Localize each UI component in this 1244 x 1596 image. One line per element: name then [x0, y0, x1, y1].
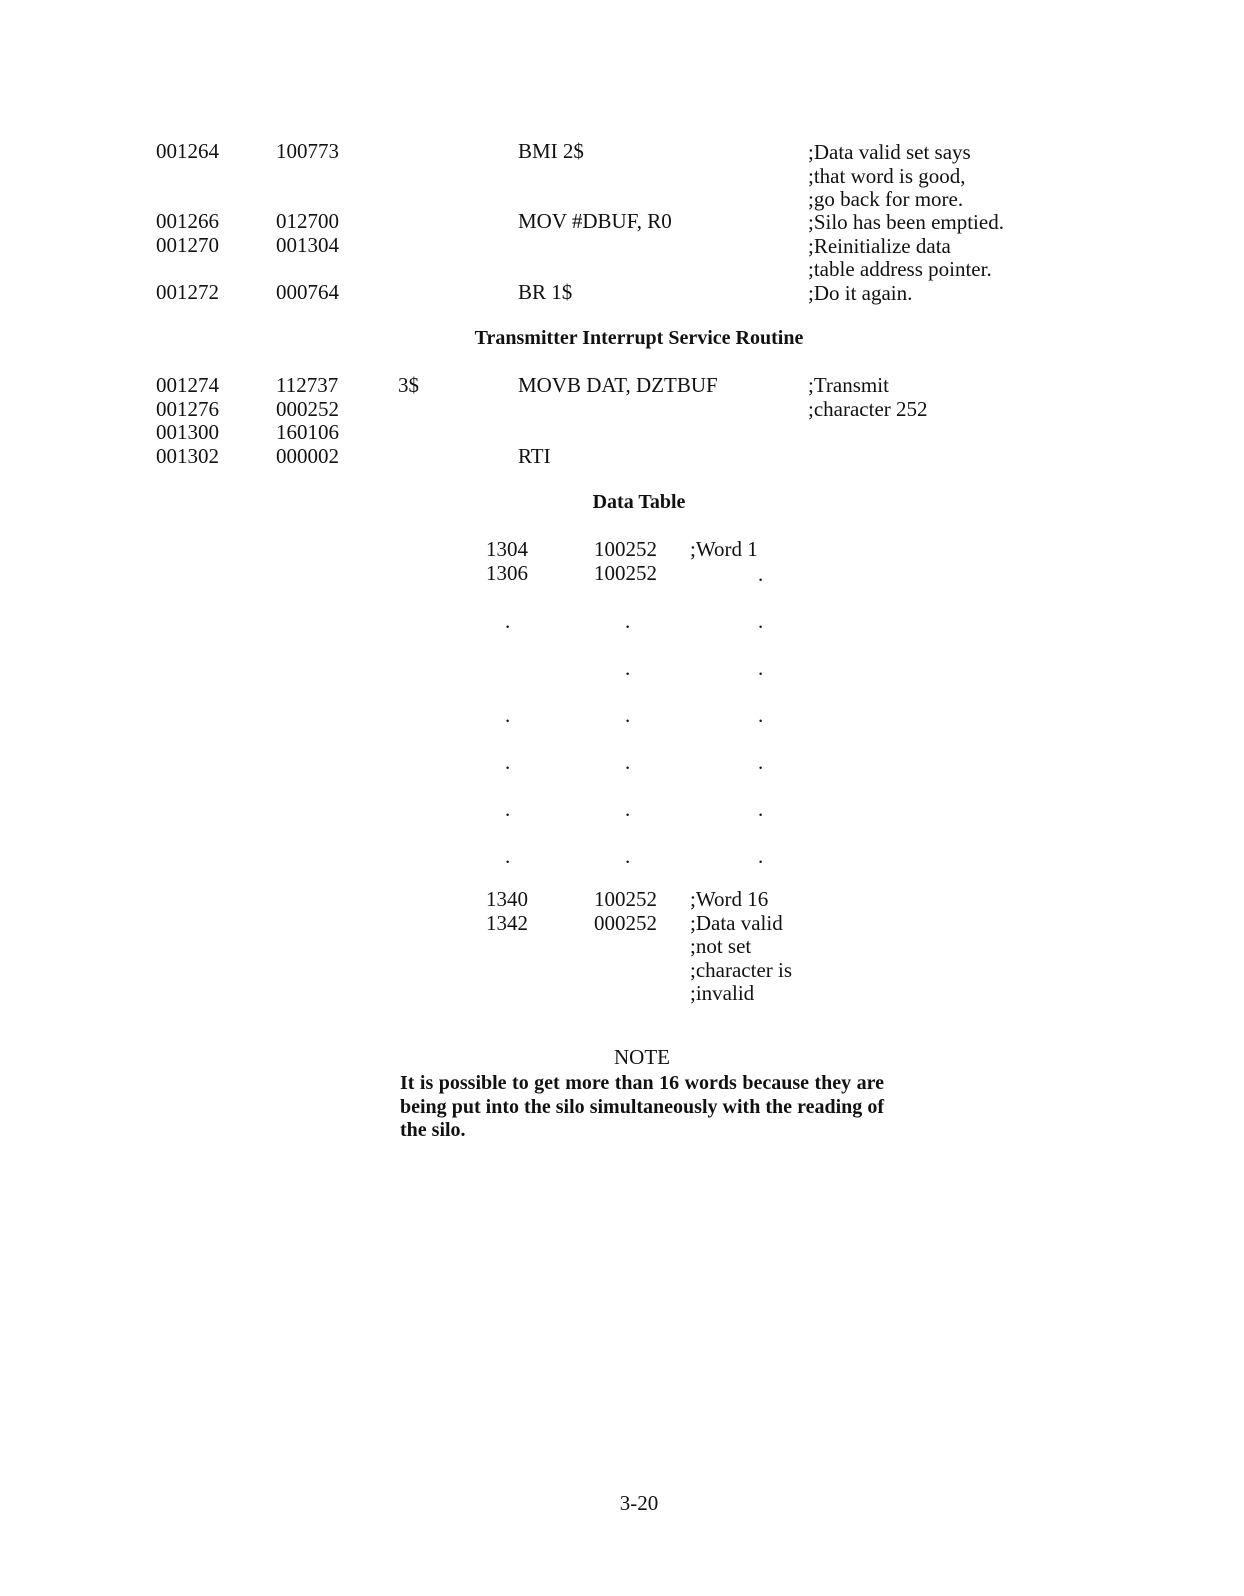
table-value: 100252 — [594, 537, 657, 561]
table-address: 1342 — [486, 910, 528, 935]
address: 001272 — [156, 279, 219, 304]
ellipsis-dot: . — [758, 656, 764, 680]
address: 001300 — [156, 420, 219, 444]
comment: ;table address pointer. — [808, 257, 992, 281]
comment: ;character 252 — [808, 396, 928, 421]
section-heading-data-table: Data Table — [592, 491, 686, 513]
address: 001276 — [156, 396, 219, 421]
ellipsis-dot: . — [758, 797, 764, 821]
ellipsis-dot: . — [625, 750, 631, 774]
ellipsis-dot: . — [758, 844, 764, 868]
address: 001270 — [156, 232, 219, 257]
ellipsis-dot: . — [625, 609, 631, 633]
instruction: BMI 2$ — [518, 139, 584, 163]
comment: ;that word is good, — [808, 163, 966, 188]
table-address: 1340 — [486, 887, 528, 911]
address: 001264 — [156, 139, 219, 163]
section-heading-transmitter: Transmitter Interrupt Service Routine — [474, 327, 804, 349]
address: 001274 — [156, 373, 219, 397]
octal-code: 112737 — [276, 373, 339, 397]
note-body: It is possible to get more than 16 words because they are being put into the silo simultaneously with the reading of the silo. — [400, 1072, 884, 1141]
octal-code: 012700 — [276, 209, 339, 233]
ellipsis-dot: . — [625, 703, 631, 727]
table-value: 100252 — [594, 560, 657, 585]
octal-code: 160106 — [276, 420, 339, 444]
comment: ;go back for more. — [808, 187, 964, 211]
table-comment: ;Word 1 — [690, 537, 758, 561]
ellipsis-dot: . — [505, 750, 511, 774]
page-number: 3-20 — [619, 1491, 659, 1515]
ellipsis-dot: . — [505, 844, 511, 868]
octal-code: 000002 — [276, 443, 339, 468]
ellipsis-dot: . — [505, 797, 511, 821]
table-comment: ;Word 16 — [690, 887, 769, 911]
ellipsis-dot: . — [505, 703, 511, 727]
octal-code: 000764 — [276, 279, 339, 304]
ellipsis-dot: . — [758, 562, 764, 586]
comment: ;Transmit — [808, 373, 889, 397]
label: 3$ — [398, 373, 419, 397]
address: 001266 — [156, 209, 219, 233]
ellipsis-dot: . — [625, 844, 631, 868]
ellipsis-dot: . — [758, 609, 764, 633]
ellipsis-dot: . — [758, 750, 764, 774]
ellipsis-dot: . — [758, 703, 764, 727]
octal-code: 000252 — [276, 396, 339, 421]
octal-code: 100773 — [276, 139, 339, 163]
comment: ;Silo has been emptied. — [808, 210, 1004, 234]
address: 001302 — [156, 443, 219, 468]
table-value: 000252 — [594, 910, 657, 935]
comment: ;Reinitialize data — [808, 233, 951, 258]
table-comment: ;character is — [690, 957, 793, 982]
instruction: BR 1$ — [518, 279, 573, 304]
table-address: 1304 — [486, 537, 528, 561]
instruction: RTI — [518, 443, 551, 468]
note-title: NOTE — [614, 1045, 670, 1069]
octal-code: 001304 — [276, 232, 339, 257]
instruction: MOV #DBUF, R0 — [518, 209, 672, 233]
ellipsis-dot: . — [505, 609, 511, 633]
comment: ;Data valid set says — [808, 140, 971, 164]
ellipsis-dot: . — [625, 797, 631, 821]
table-value: 100252 — [594, 887, 657, 911]
ellipsis-dot: . — [625, 656, 631, 680]
table-comment: ;invalid — [690, 981, 755, 1005]
table-comment: ;Data valid — [690, 910, 783, 935]
comment: ;Do it again. — [808, 280, 913, 305]
table-address: 1306 — [486, 560, 528, 585]
table-comment: ;not set — [690, 934, 752, 958]
instruction: MOVB DAT, DZTBUF — [518, 373, 718, 397]
